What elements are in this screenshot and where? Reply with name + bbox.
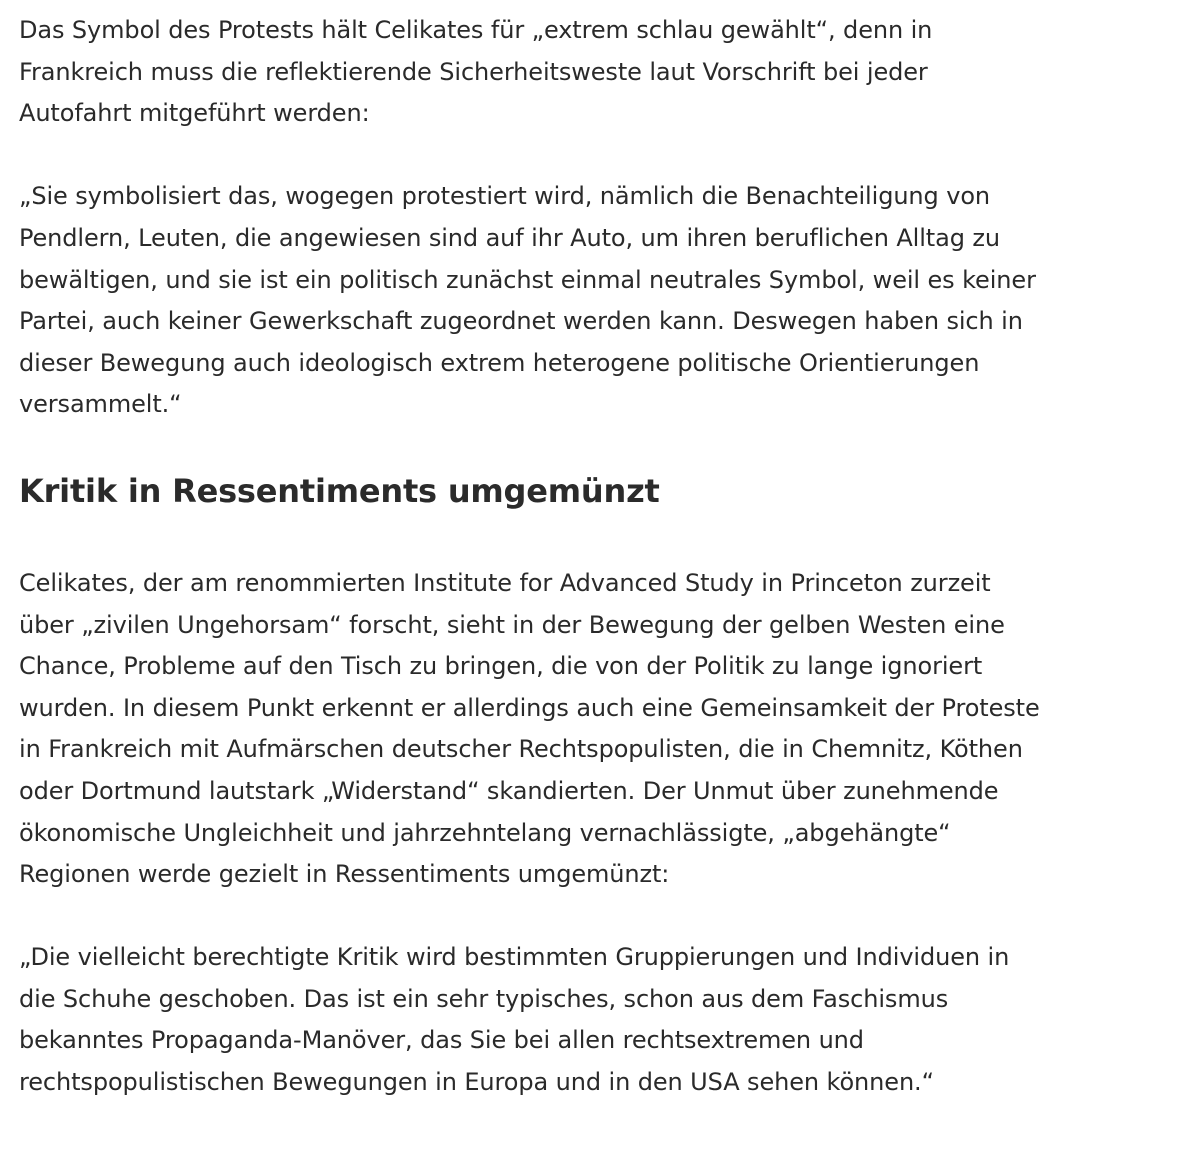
section-heading: Kritik in Ressentiments umgemünzt [19, 471, 660, 510]
article-body [19, 10, 1184, 1104]
text-line: Chance, Probleme auf den Tisch zu bringen, die von der Politik zu lange ignoriert [19, 652, 983, 681]
text-line: in Frankreich mit Aufmärschen deutscher Rechtspopulisten, die in Chemnitz, Köthen [19, 735, 1023, 764]
text-line: über „zivilen Ungehorsam“ forscht, sieht in der Bewegung der gelben Westen eine [19, 610, 1005, 639]
text-line: bekanntes Propaganda-Manöver, das Sie bei allen rechtsextremen und [19, 1026, 864, 1055]
text-line: versammelt.“ [19, 390, 182, 419]
text-line: Autofahrt mitgeführt werden: [19, 99, 370, 128]
text-line: Celikates, der am renommierten Institute for Advanced Study in Princeton zurzeit [19, 568, 991, 597]
quote-paragraph-1 [19, 176, 1184, 426]
text-line: oder Dortmund lautstark „Widerstand“ skandierten. Der Unmut über zunehmende [19, 776, 999, 805]
text-line: wurden. In diesem Punkt erkennt er allerdings auch eine Gemeinsamkeit der Proteste [19, 693, 1040, 722]
quote-paragraph-2 [19, 937, 1184, 1103]
text-line: dieser Bewegung auch ideologisch extrem heterogene politische Orientierungen [19, 348, 980, 377]
text-line: „Die vielleicht berechtigte Kritik wird bestimmten Gruppierungen und Individuen in [19, 943, 1010, 972]
text-line: bewältigen, und sie ist ein politisch zunächst einmal neutrales Symbol, weil es keiner [19, 265, 1036, 294]
text-line: ökonomische Ungleichheit und jahrzehntelang vernachlässigte, „abgehängte“ [19, 818, 951, 847]
text-line: Das Symbol des Protests hält Celikates für „extrem schlau gewählt“, denn in [19, 16, 933, 44]
intro-paragraph [19, 10, 1184, 135]
text-line: Pendlern, Leuten, die angewiesen sind auf ihr Auto, um ihren beruflichen Alltag zu [19, 223, 1000, 252]
text-line: Frankreich muss die reflektierende Sicherheitsweste laut Vorschrift bei jeder [19, 57, 928, 86]
text-line: rechtspopulistischen Bewegungen in Europa und in den USA sehen können.“ [19, 1068, 934, 1097]
text-line: die Schuhe geschoben. Das ist ein sehr typisches, schon aus dem Faschismus [19, 984, 949, 1013]
text-line: „Sie symbolisiert das, wogegen protestiert wird, nämlich die Benachteiligung von [19, 182, 991, 211]
body-paragraph [19, 563, 1184, 896]
text-line: Partei, auch keiner Gewerkschaft zugeordnet werden kann. Deswegen haben sich in [19, 307, 1023, 336]
text-line: Regionen werde gezielt in Ressentiments umgemünzt: [19, 860, 670, 889]
